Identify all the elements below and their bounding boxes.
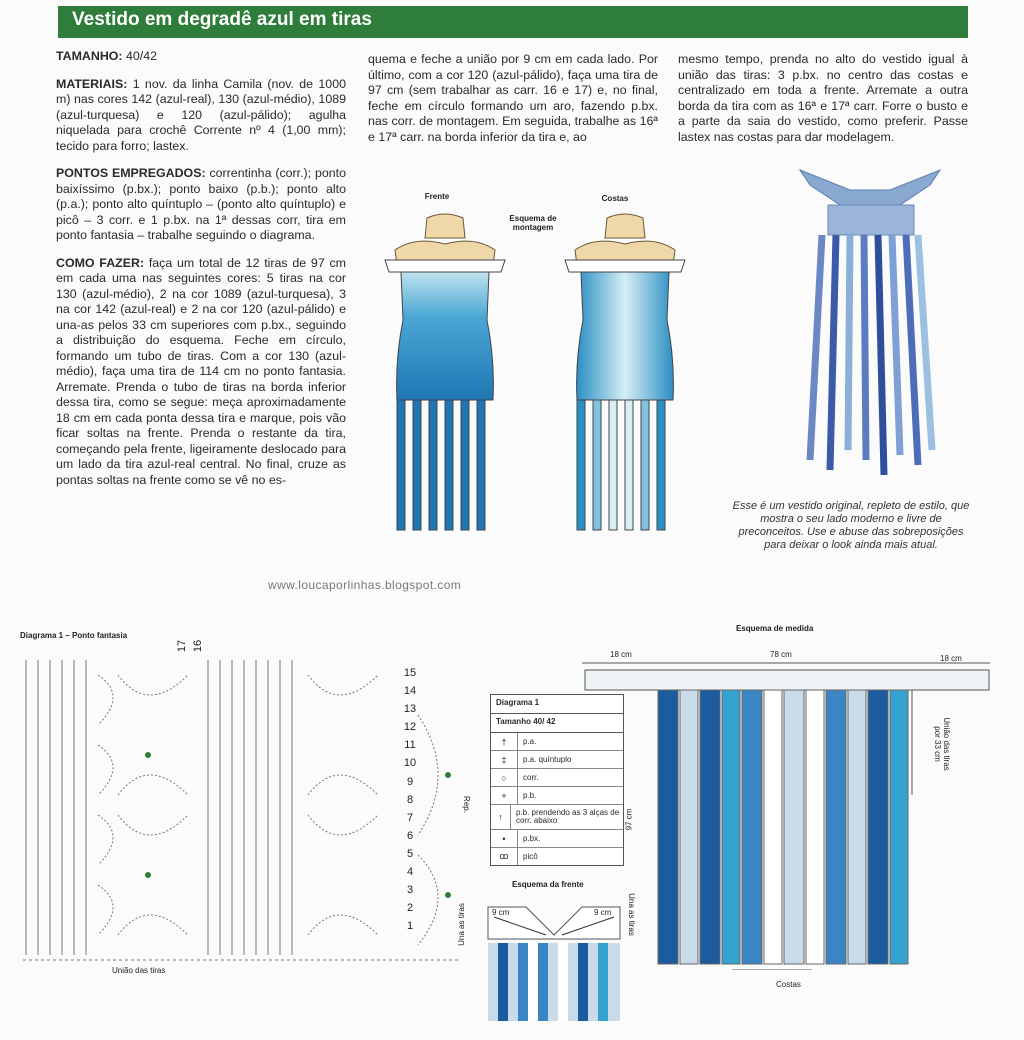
legend-item-label: corr. [523,772,539,782]
legend-title: Diagrama 1 [491,695,623,714]
legend-item-label: p.a. quíntuplo [523,754,572,764]
legend-item-label: p.b. prendendo as 3 alças de corr. abaixo [515,808,620,825]
legend-item-label: picô [523,851,538,861]
tamanho-value: 40/42 [125,49,157,63]
costas-label: Costas [601,194,629,203]
column-2-text: quema e feche a união por 9 cm em cada lado. Por último, com a cor 120 (azul-pálido), faça uma tira de 97 cm (sem trabalhar as carr. 16 e 17) e, no final, feche em círculo formando um aro, fazendo p.bx. nas corr. de montagem. Em seguida, trabalhe as 16ª e 17ª carr. na borda inferior da tira e, ao [368,52,658,144]
frente-side-right: Una as tiras [626,893,636,936]
row-number: 3 [406,884,414,897]
column-2 [368,52,658,157]
como-fazer-label: COMO FAZER: [56,255,145,270]
stitch-pb-icon: + [491,787,518,804]
stitch-pa-quintuplo-icon: ‡ [491,751,518,768]
frente-right-measure: 9 cm [594,908,612,917]
row-number: 6 [406,829,414,842]
legend-size: Tamanho 40/ 42 [491,714,623,733]
materiais-label: MATERIAIS: [56,76,128,91]
title-bar [58,6,968,38]
frente-side-left: Una as tiras [456,903,466,946]
esquema-montagem-label: Esquema de montagem [509,214,557,232]
column-1 [56,49,346,500]
stitch-pbx-icon: • [491,830,518,847]
row-number: 14 [403,685,417,698]
row-number: 1 [406,920,414,933]
row-number: 15 [403,667,417,679]
row-number: 2 [406,902,414,915]
medida-left-measure: 18 cm [610,650,632,659]
dress-front-illustration [375,210,515,545]
stitch-corr-icon: ○ [491,769,518,786]
medida-center-measure: 78 cm [770,650,792,659]
dress-photo [780,160,960,490]
row-number: 10 [403,757,417,770]
stitch-pb-prendendo-icon: ↑ [491,805,511,829]
dress-back-illustration [555,210,695,545]
esquema-medida-title: Esquema de medida [736,624,814,633]
column-3-text: mesmo tempo, prenda no alto do vestido igual à união das tiras: 3 p.bx. no centro das costas e centralizado em toda a frente. Arremate a outra borda da tira com as 16ª e 17ª carr. Forre o busto e a parte da saia do vestido, como preferir. Passe lastex nas costas para dar modelagem. [678,52,968,144]
column-3 [678,52,968,157]
row-number-list [400,664,420,935]
pontos-text: correntinha (corr.); ponto baixíssimo (p.bx.); ponto baixo (p.b.); ponto alto (p.a.); ponto alto quíntuplo – (ponto alto quíntuplo) e picô – 3 corr. e 1 p.bx. na 1ª dessas corr, tira em ponto fantasia – trabalhe seguindo o diagrama. [56,166,346,242]
medida-right-measure: 18 cm [940,654,962,663]
row-number: 9 [406,775,414,788]
stitch-pico-icon: ꝏ [491,848,518,865]
medida-costas-label: Costas [776,980,801,989]
row-17-label: 17 [176,639,189,653]
row-16-label: 16 [192,639,205,653]
page-title: Vestido em degradê azul em tiras [72,9,372,30]
materiais-text: 1 nov. da linha Camila (nov. de 1000 m) nas cores 142 (azul-real), 130 (azul-médio), 1089 (azul-turquesa) e 120 (azul-pálido); agulha niquelada para crochê Corrente nº 4 (1,00 mm); tecido para forro; lastex. [56,76,346,153]
tamanho-paragraph [56,49,346,65]
row-number: 4 [406,866,414,879]
row-number: 8 [406,793,414,806]
como-fazer-paragraph [56,256,346,489]
measurement-schema-diagram [582,660,992,970]
pontos-label: PONTOS EMPREGADOS: [56,166,206,180]
pontos-paragraph [56,166,346,244]
uniao-das-tiras-label: União das tiras [112,966,166,975]
photo-caption: Esse é um vestido original, repleto de estilo, que mostra o seu lado moderno e livre de preconceitos. Use e abuse das sobreposições para deixar o look ainda mais atual. [732,500,970,551]
como-fazer-text: faça um total de 12 tiras de 97 cm em cada uma nas seguintes cores: 5 tiras na cor 130 (azul-médio), 2 na cor 1089 (azul-turquesa), 3 na cor 142 (azul-real) e 2 na cor 120 (azul-pálido) e una-as pelos 33 cm superiores com p.bx., seguindo a distribuição do esquema. Feche em círculo, formando um tubo de tiras. Com a cor 130 (azul-médio), faça uma tira de 114 cm no ponto fantasia. Arremate. Prenda o tubo de tiras na borda inferior dessa tira, como se segue: meça aproximadamente 18 cm em cada ponta dessa tira e marque, pois vão ficar soltas na frente. Prenda o restante da tira, começando pela frente, ligeiramente deslocado para um lado da tira azul-real central. No final, cruze as pontas soltas na frente como se vê no es- [56,255,346,487]
materiais-paragraph [56,77,346,155]
row-number: 12 [403,721,417,734]
rep-label: Rep. [461,796,471,813]
medida-uniao-label: União das tiras por 33 cm [933,717,951,771]
row-number: 7 [406,811,414,824]
row-number: 11 [404,739,416,752]
medida-height-measure: 97 cm [624,808,634,831]
legend-item-label: p.b. [523,790,537,800]
legend-item-label: p.a. [523,736,537,746]
legend-item-label: p.bx. [523,833,541,843]
esquema-frente-title: Esquema da frente [512,880,584,889]
frente-left-measure: 9 cm [492,908,510,917]
diagram1-title: Diagrama 1 – Ponto fantasia [20,631,128,640]
tamanho-label: TAMANHO: [56,49,123,63]
row-number: 5 [406,847,414,860]
blog-url[interactable]: www.loucaporlinhas.blogspot.com [268,578,462,592]
frente-label: Frente [424,192,450,201]
stitch-pa-icon: † [491,733,518,750]
row-number: 13 [403,703,417,716]
